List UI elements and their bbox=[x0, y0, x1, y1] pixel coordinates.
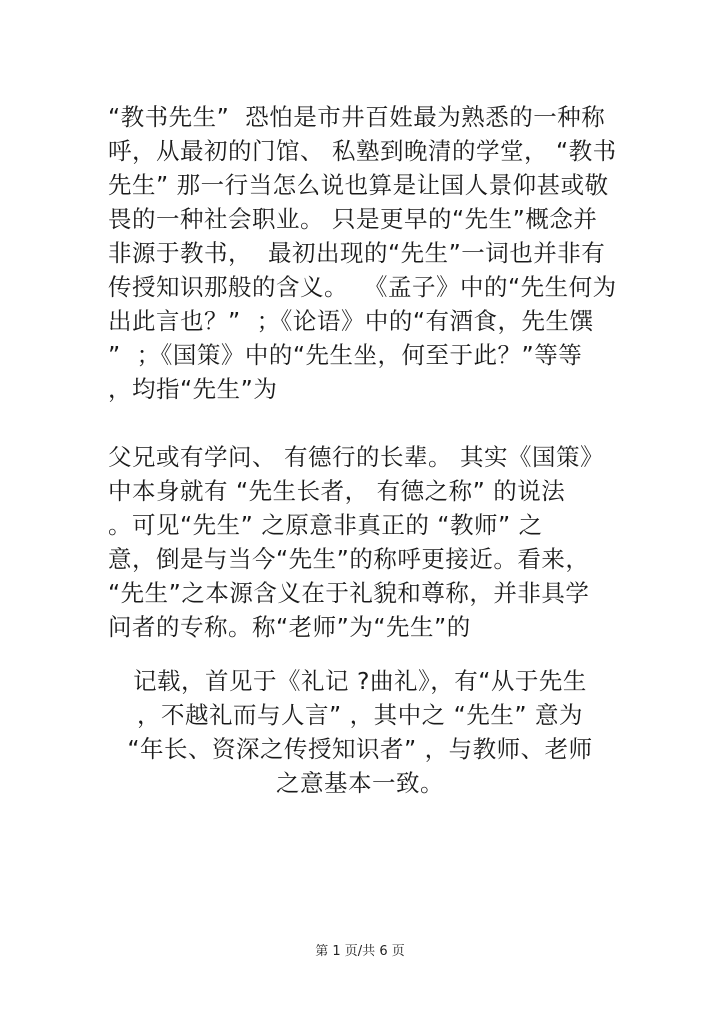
text-line: 非源于教书， 最初出现的“先生”一词也并非有 bbox=[108, 239, 606, 267]
text-line: ” ；《国策》中的“先生坐，何至于此？”等等 bbox=[108, 341, 583, 369]
text-line: 畏的一种社会职业。 只是更早的“先生”概念并 bbox=[108, 205, 598, 233]
text-line: 先生” 那一行当怎么说也算是让国人景仰甚或敬 bbox=[108, 171, 609, 199]
paragraph-3 bbox=[108, 664, 612, 800]
text-line: 记载，首见于《礼记 ?曲礼》，有“从于先生 bbox=[133, 667, 587, 695]
text-line: ，均指“先生”为 bbox=[108, 375, 278, 403]
text-line: 父兄或有学问、 有德行的长辈。 其实《国策》 bbox=[108, 443, 604, 471]
text-line: 。可见“先生” 之原意非真正的 “教师” 之 bbox=[108, 511, 543, 539]
text-line: 问者的专称。称“老师”为“先生”的 bbox=[108, 613, 471, 641]
text-line: 呼，从最初的门馆、 私塾到晚清的学堂， “教书 bbox=[108, 137, 617, 165]
text-line: ，不越礼而与人言” ，其中之 “先生” 意为 bbox=[137, 701, 583, 729]
text-line: 传授知识那般的含义。 《孟子》中的“先生何为 bbox=[108, 273, 617, 301]
paragraph-1 bbox=[108, 100, 617, 406]
text-line: 之意基本一致。 bbox=[276, 769, 444, 797]
text-line: 出此言也？” ；《论语》中的“有酒食，先生馔 bbox=[108, 307, 594, 335]
text-line: “先生”之本源含义在于礼貌和尊称，并非具学 bbox=[108, 579, 590, 607]
text-line: 中本身就有 “先生长者， 有德之称” 的说法 bbox=[108, 477, 566, 505]
text-line: “年长、资深之传授知识者” ，与教师、老师 bbox=[127, 735, 593, 763]
paragraph-2 bbox=[108, 440, 604, 644]
page-footer: 第 1 页/共 6 页 bbox=[315, 944, 405, 959]
text-line: 意，倒是与当今“先生”的称呼更接近。看来， bbox=[108, 545, 590, 573]
text-line: “教书先生” 恐怕是市井百姓最为熟悉的一种称 bbox=[108, 103, 606, 131]
